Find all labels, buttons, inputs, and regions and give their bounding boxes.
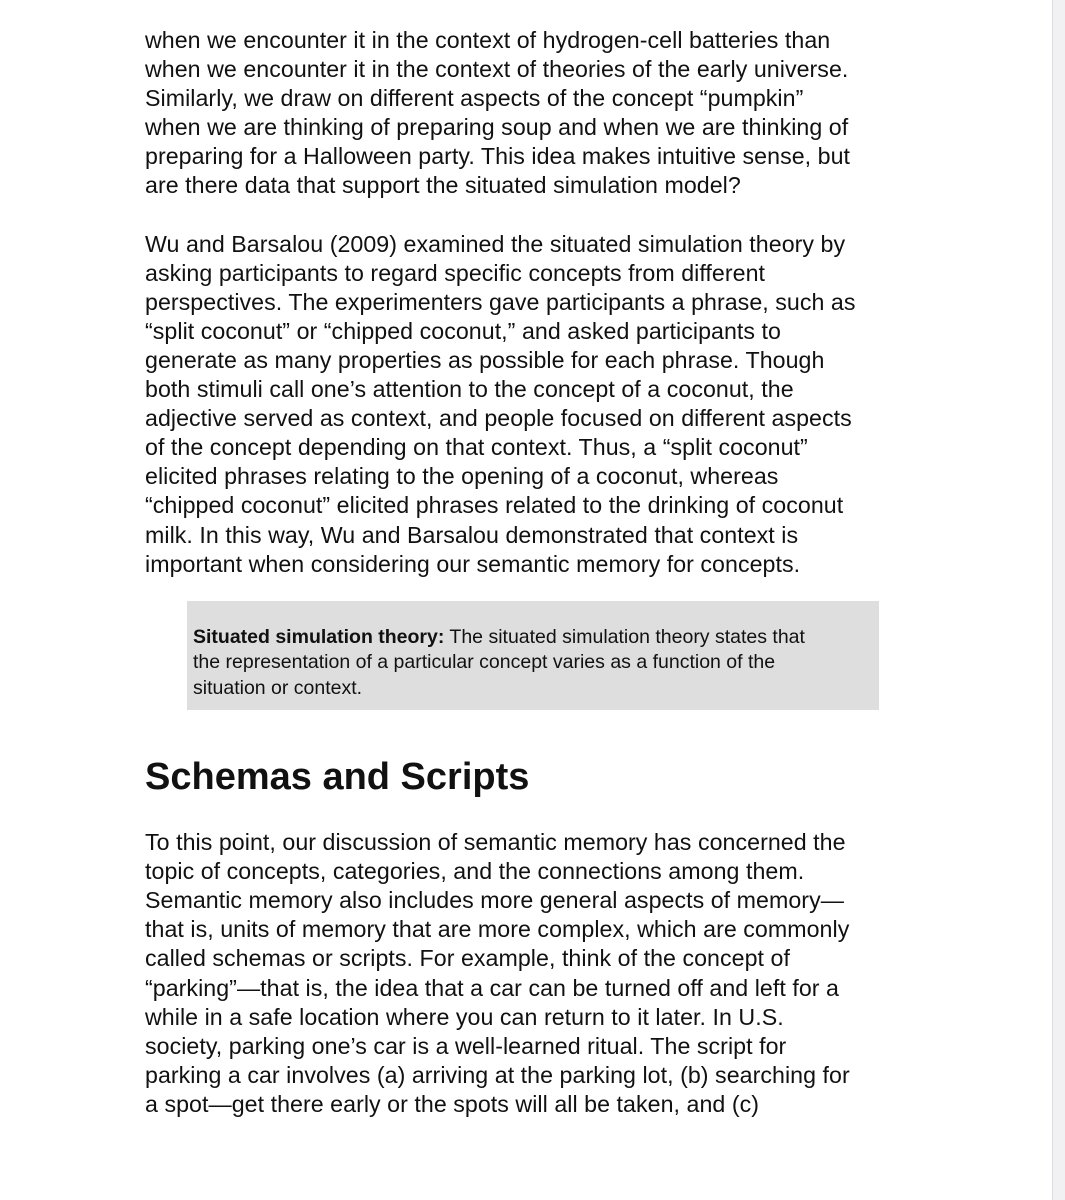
text-line: “chipped coconut” elicited phrases related to the drinking of coconut	[145, 492, 844, 519]
text-line: a spot—get there early or the spots will all be taken, and (c)	[145, 1090, 760, 1117]
text-line: of the concept depending on that context. Thus, a “split coconut”	[145, 434, 808, 461]
text-line: To this point, our discussion of semantic memory has concerned the	[145, 829, 846, 856]
text-line: are there data that support the situated simulation model?	[145, 172, 741, 199]
text-line: milk. In this way, Wu and Barsalou demonstrated that context is	[145, 521, 799, 548]
text-line: asking participants to regard specific concepts from different	[145, 259, 766, 286]
text-line: when we encounter it in the context of theories of the early universe.	[145, 56, 849, 83]
section-heading: Schemas and Scripts	[145, 756, 530, 799]
text-line: preparing for a Halloween party. This idea makes intuitive sense, but	[145, 143, 851, 170]
paragraph-context-examples	[145, 26, 935, 201]
text-line: while in a safe location where you can return to it later. In U.S.	[145, 1003, 784, 1030]
callout-line: situation or context.	[193, 677, 363, 700]
text-line: topic of concepts, categories, and the connections among them.	[145, 858, 805, 885]
callout-term: Situated simulation theory:	[193, 625, 445, 648]
callout-line: the representation of a particular concept varies as a function of the	[193, 651, 776, 674]
text-line: Similarly, we draw on different aspects of the concept “pumpkin”	[145, 85, 804, 112]
text-line: when we are thinking of preparing soup and when we are thinking of	[145, 114, 849, 141]
text-line: Wu and Barsalou (2009) examined the situated simulation theory by	[145, 230, 846, 257]
text-line: both stimuli call one’s attention to the concept of a coconut, the	[145, 376, 794, 403]
text-line: parking a car involves (a) arriving at the parking lot, (b) searching for	[145, 1061, 850, 1088]
text-line: society, parking one’s car is a well-learned ritual. The script for	[145, 1032, 787, 1059]
page-edge-scroll-area[interactable]	[1052, 0, 1065, 1200]
text-line: called schemas or scripts. For example, think of the concept of	[145, 945, 790, 972]
text-line: generate as many properties as possible for each phrase. Though	[145, 346, 825, 373]
text-line: when we encounter it in the context of hydrogen-cell batteries than	[145, 27, 831, 53]
page-content	[145, 26, 935, 1119]
text-line: perspectives. The experimenters gave participants a phrase, such as	[145, 288, 856, 315]
text-line: adjective served as context, and people focused on different aspects	[145, 405, 852, 432]
text-line: important when considering our semantic memory for concepts.	[145, 550, 801, 577]
text-line: that is, units of memory that are more complex, which are commonly	[145, 916, 850, 943]
text-line: “parking”—that is, the idea that a car can be turned off and left for a	[145, 974, 839, 1001]
paragraph-wu-barsalou	[145, 230, 935, 579]
callout-definition-start: The situated simulation theory states that	[444, 625, 805, 648]
text-line: Semantic memory also includes more general aspects of memory—	[145, 887, 844, 914]
definition-callout	[187, 601, 879, 710]
text-line: “split coconut” or “chipped coconut,” and asked participants to	[145, 317, 781, 344]
text-line: elicited phrases relating to the opening of a coconut, whereas	[145, 463, 779, 490]
callout-line	[193, 625, 873, 651]
paragraph-schemas-scripts	[145, 828, 935, 1119]
